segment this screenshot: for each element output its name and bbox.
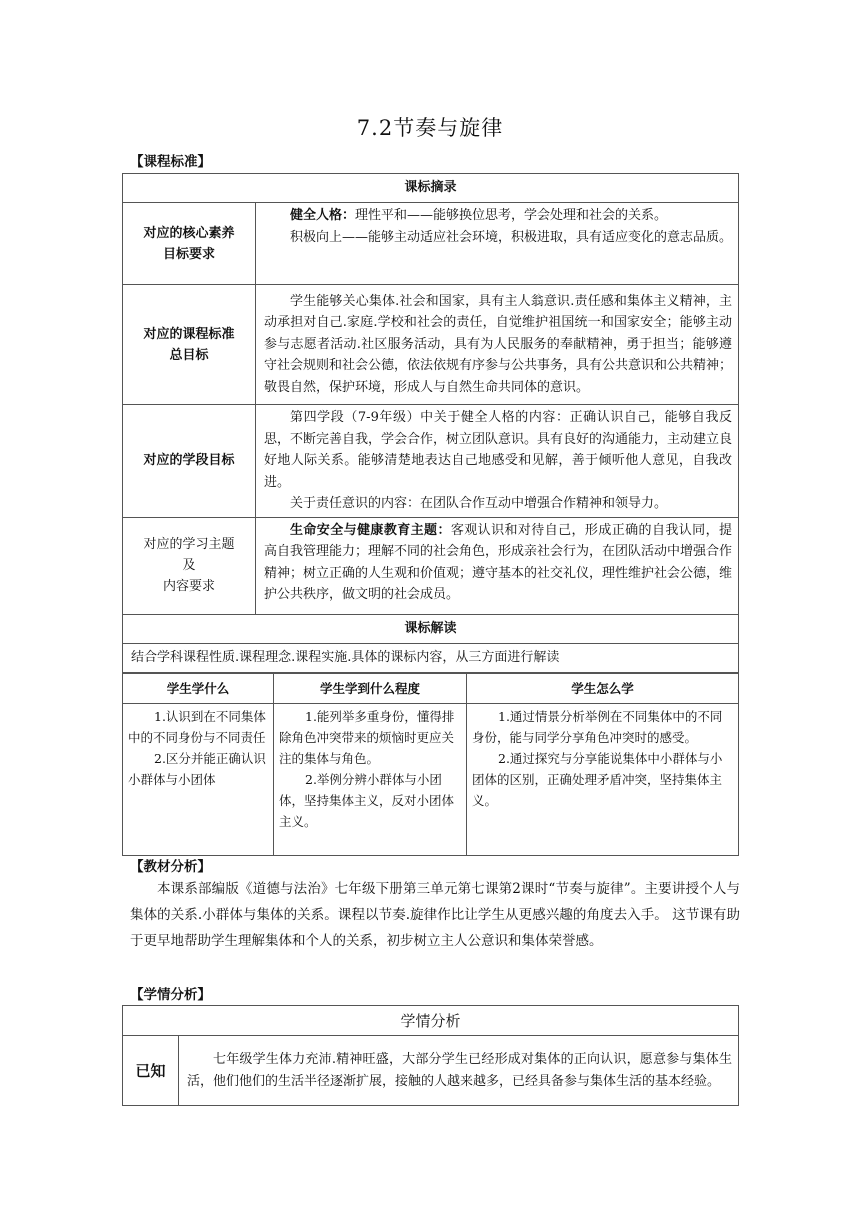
cell-how: 1.通过情景分析举例在不同集体中的不同身份，能与同学分享角色冲突时的感受。 2.通过探究与分享能说集体中小群体与小团体的区别，正确处理矛盾冲突，坚持集体主义。 [467, 704, 739, 856]
cell-degree: 1.能列举多重身份，懂得排除角色冲突带来的烦恼时更应关注的集体与角色。 2.举例分辨小群体与小团体，坚持集体主义，反对小团体主义。 [274, 704, 467, 856]
learner-header: 学情分析 [123, 1006, 739, 1036]
known-label: 已知 [123, 1036, 179, 1106]
curriculum-standards-table [122, 173, 739, 674]
section-heading-curriculum: 【课程标准】 [130, 154, 211, 170]
section-heading-textbook: 【教材分析】 [130, 859, 211, 875]
row-content-learning-theme: 生命安全与健康教育主题：客观认识和对待自己，形成正确的自我认同，提高自我管理能力；理解不同的社会角色，形成亲社会行为，在团队活动中增强合作精神；树立正确的人生观和价值观；遵守基本的社交礼仪，理性维护社会公德，维护公共秩序，做文明的社会成员。 [256, 517, 739, 614]
lead-text: 健全人格： [290, 208, 356, 223]
row-label-learning-theme: 对应的学习主题 及 内容要求 [123, 517, 256, 614]
row-label-general-goal: 对应的课程标准 总目标 [123, 285, 256, 405]
row-label-stage-goal: 对应的学段目标 [123, 405, 256, 518]
section-heading-learner: 【学情分析】 [130, 987, 211, 1003]
col-header-what: 学生学什么 [123, 673, 274, 704]
col-header-degree: 学生学到什么程度 [274, 673, 467, 704]
interpretation-text: 结合学科课程性质.课程理念.课程实施.具体的课标内容，从三方面进行解读 [123, 643, 739, 673]
row-content-core-literacy: 健全人格：理性平和——能够换位思考，学会处理和社会的关系。 积极向上——能够主动适应社会环境，积极进取，具有适应变化的意志品质。 [256, 203, 739, 285]
col-header-how: 学生怎么学 [467, 673, 739, 704]
cell-what: 1.认识到在不同集体中的不同身份与不同责任 2.区分并能正确认识小群体与小团体 [123, 704, 274, 856]
row-content-stage-goal: 第四学段（7-9年级）中关于健全人格的内容：正确认识自己，能够自我反思，不断完善自我，学会合作，树立团队意识。具有良好的沟通能力，主动建立良好地人际关系。能够清楚地表达自己地感受和见解，善于倾听他人意见，自我改进。 关于责任意识的内容：在团队合作互动中增强合作精神和领导力。 [256, 405, 739, 518]
page-title: 7.2节奏与旋律 [356, 116, 504, 140]
excerpt-header: 课标摘录 [123, 174, 739, 203]
row-content-general-goal: 学生能够关心集体.社会和国家，具有主人翁意识.责任感和集体主义精神，主动承担对自己.家庭.学校和社会的责任，自觉维护祖国统一和国家安全；能够主动参与志愿者活动.社区服务活动，具有为人民服务的奉献精神，勇于担当；能够遵守社会规则和社会公德，依法依规有序参与公共事务，具有公共意识和公共精神；敬畏自然，保护环境，形成人与自然生命共同体的意识。 [256, 285, 739, 405]
interpretation-header: 课标解读 [123, 614, 739, 643]
row-label-core-literacy: 对应的核心素养 目标要求 [123, 203, 256, 285]
lead-text: 生命安全与健康教育主题： [290, 522, 451, 538]
learner-analysis-table [122, 1005, 739, 1106]
known-content: 七年级学生体力充沛.精神旺盛，大部分学生已经形成对集体的正向认识，愿意参与集体生活，他们他们的生活半径逐渐扩展，接触的人越来越多，已经具备参与集体生活的基本经验。 [179, 1036, 739, 1106]
interpretation-table [122, 672, 739, 856]
textbook-analysis-paragraph: 本课系部编版《道德与法治》七年级下册第三单元第七课第2课时“节奏与旋律”。主要讲授个人与集体的关系.小群体与集体的关系。课程以节奏.旋律作比让学生从更感兴趣的角度去入手。 这节课有助于更早地帮助学生理解集体和个人的关系，初步树立主人公意识和集体荣誉感。 [130, 881, 740, 949]
